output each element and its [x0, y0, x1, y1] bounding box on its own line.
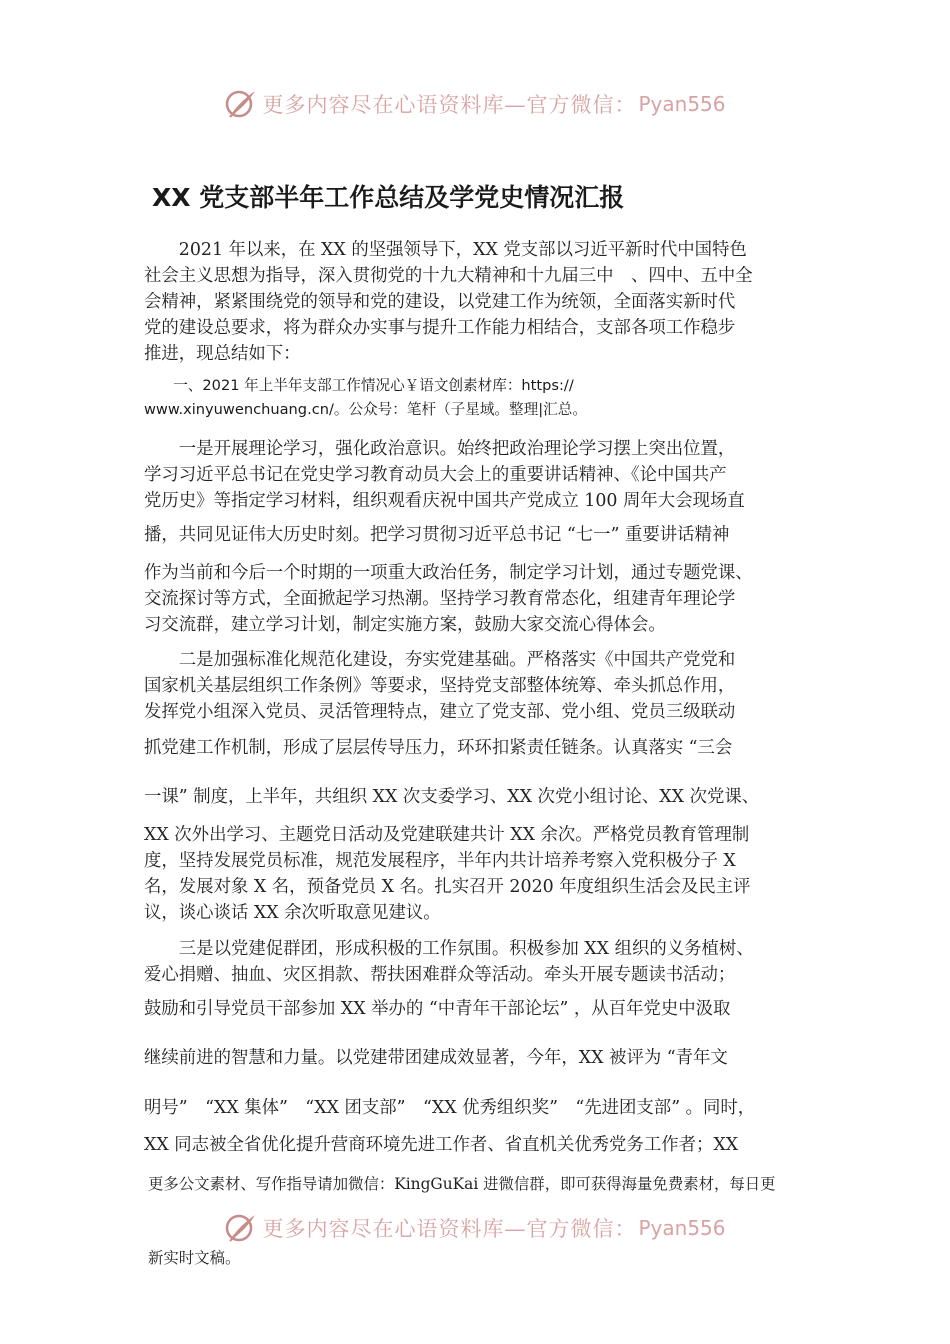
- watermark-banner-top: [0, 84, 950, 124]
- body-line: XX 同志被全省优化提升营商环境先进工作者、省直机关优秀党务工作者；XX: [144, 1135, 739, 1155]
- body-line: 国家机关基层组织工作条例》等要求，坚持党支部整体统筹、牵头抓总作用，: [144, 676, 736, 696]
- body-line: 社会主义思想为指导，深入贯彻党的十九大精神和十九届三中 、四中、五中全: [144, 266, 753, 286]
- watermark-text: 更多内容尽在心语资料库—官方微信：: [262, 1217, 637, 1241]
- body-line: 一课” 制度，上半年，共组织 XX 次支委学习、XX 次党小组讨论、XX 次党课、: [144, 787, 760, 807]
- body-line: 三是以党建促群团，形成积极的工作氛围。积极参加 XX 组织的义务植树、: [144, 939, 754, 959]
- body-line: 明号” “XX 集体” “XX 团支部” “XX 优秀组织奖” “先进团支部” 。同时，: [144, 1098, 756, 1118]
- body-line: 二是加强标准化规范化建设，夯实党建基础。严格落实《中国共产党党和: [144, 650, 736, 670]
- body-line: 党的建设总要求，将为群众办实事与提升工作能力相结合，支部各项工作稳步: [144, 318, 736, 338]
- body-line: 抓党建工作机制，形成了层层传导压力，环环扣紧责任链条。认真落实 “三会: [144, 738, 733, 758]
- footer-promo-line: 更多公文素材、写作指导请加微信：KingGuKai 进微信群，即可获得海量免费素材，每日更: [148, 1175, 776, 1193]
- quill-logo-icon: [224, 87, 258, 121]
- body-line: 学习习近平总书记在党史学习教育动员大会上的重要讲话精神、《论中国共产: [144, 465, 727, 485]
- body-line: 继续前进的智慧和力量。以党建带团建成效显著，今年，XX 被评为 “青年文: [144, 1048, 728, 1068]
- body-line: 党历史》等指定学习材料，组织观看庆祝中国共产党成立 100 周年大会现场直: [144, 491, 745, 511]
- watermark-banner-bottom: [0, 1208, 950, 1248]
- body-line: 发挥党小组深入党员、灵活管理特点，建立了党支部、党小组、党员三级联动: [144, 702, 736, 722]
- body-line: 交流探讨等方式，全面掀起学习热潮。坚持学习教育常态化，组建青年理论学: [144, 589, 736, 609]
- body-line: 推进，现总结如下：: [144, 344, 301, 364]
- body-line: 鼓励和引导党员干部参加 XX 举办的 “中青年干部论坛” ，从百年党史中汲取: [144, 999, 731, 1019]
- body-line: 作为当前和今后一个时期的一项重大政治任务，制定学习计划，通过专题党课、: [144, 563, 753, 583]
- watermark-wechat-id: Pyan556: [638, 92, 726, 116]
- watermark-text: 更多内容尽在心语资料库—官方微信：: [262, 93, 637, 117]
- body-line: 议，谈心谈话 XX 余次听取意见建议。: [144, 903, 441, 923]
- body-line: 播，共同见证伟大历史时刻。把学习贯彻习近平总书记 “七一” 重要讲话精神: [144, 525, 730, 545]
- body-line: 名，发展对象 X 名，预备党员 X 名。扎实召开 2020 年度组织生活会及民主评: [144, 877, 751, 897]
- body-line: 一是开展理论学习，强化政治意识。始终把政治理论学习摆上突出位置，: [144, 439, 736, 459]
- watermark-wechat-id: Pyan556: [638, 1216, 726, 1240]
- quill-logo-icon: [224, 1211, 258, 1245]
- body-line: 会精神，紧紧围绕党的领导和党的建设，以党建工作为统领，全面落实新时代: [144, 292, 736, 312]
- body-line: XX 次外出学习、主题党日活动及党建联建共计 XX 余次。严格党员教育管理制: [144, 825, 750, 845]
- body-line: 爱心捐赠、抽血、灾区捐款、帮扶困难群众等活动。牵头开展专题读书活动；: [144, 965, 736, 985]
- footer-promo-line-end: 新实时文稿。: [148, 1249, 241, 1267]
- body-line: 习交流群，建立学习计划，制定实施方案，鼓励大家交流心得体会。: [144, 615, 666, 635]
- document-title: XX 党支部半年工作总结及学党史情况汇报: [152, 183, 625, 212]
- section-heading-line: 一、2021 年上半年支部工作情况心￥语文创素材库：https://: [144, 377, 574, 394]
- body-line: 度，坚持发展党员标准，规范发展程序，半年内共计培养考察入党积极分子 X: [144, 851, 736, 871]
- section-heading-line: www.xinyuwenchuang.cn/。公众号：笔杆（子星域。整理|汇总。: [144, 401, 587, 418]
- body-line: 2021 年以来，在 XX 的坚强领导下，XX 党支部以习近平新时代中国特色: [144, 240, 747, 260]
